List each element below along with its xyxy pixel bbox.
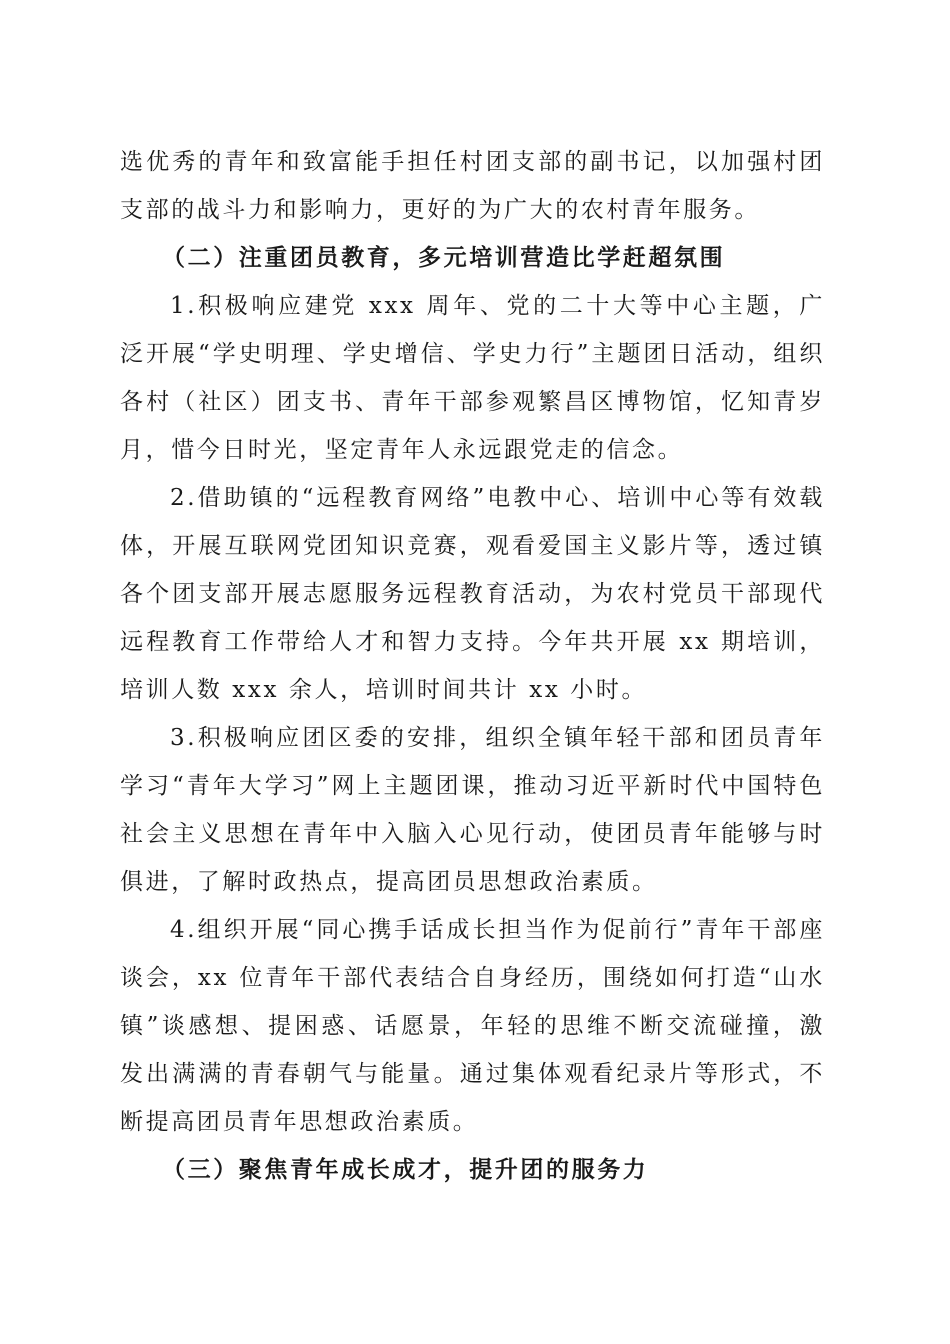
paragraph-item-2: 2.借助镇的“远程教育网络”电教中心、培训中心等有效载体，开展互联网党团知识竞赛，观看爱国主义影片等，透过镇各个团支部开展志愿服务远程教育活动，为农村党员干部现代远程教育工作带给人才和智力支持。今年共开展 xx 期培训，培训人数 xxx 余人，培训时间共计 xx 小时。 (120, 485, 825, 703)
paragraph-item-1: 1.积极响应建党 xxx 周年、党的二十大等中心主题，广泛开展“学史明理、学史增信、学史力行”主题团日活动，组织各村（社区）团支书、青年干部参观繁昌区博物馆，忆知青岁月，惜今日时光，坚定青年人永远跟党走的信念。 (120, 293, 825, 463)
paragraph-continuation: 选优秀的青年和致富能手担任村团支部的副书记，以加强村团支部的战斗力和影响力，更好的为广大的农村青年服务。 (120, 149, 825, 223)
section-heading-2: （二）注重团员教育，多元培训营造比学赶超氛围 (162, 244, 726, 271)
document-page (120, 138, 825, 1194)
paragraph-item-3: 3.积极响应团区委的安排，组织全镇年轻干部和团员青年学习“青年大学习”网上主题团课，推动习近平新时代中国特色社会主义思想在青年中入脑入心见行动，使团员青年能够与时俱进，了解时政热点，提高团员思想政治素质。 (120, 725, 825, 895)
section-heading-3: （三）聚焦青年成长成才，提升团的服务力 (162, 1156, 649, 1183)
paragraph-item-4: 4.组织开展“同心携手话成长担当作为促前行”青年干部座谈会，xx 位青年干部代表结合自身经历，围绕如何打造“山水镇”谈感想、提困惑、话愿景，年轻的思维不断交流碰撞，激发出满满的青春朝气与能量。通过集体观看纪录片等形式，不断提高团员青年思想政治素质。 (120, 917, 825, 1135)
